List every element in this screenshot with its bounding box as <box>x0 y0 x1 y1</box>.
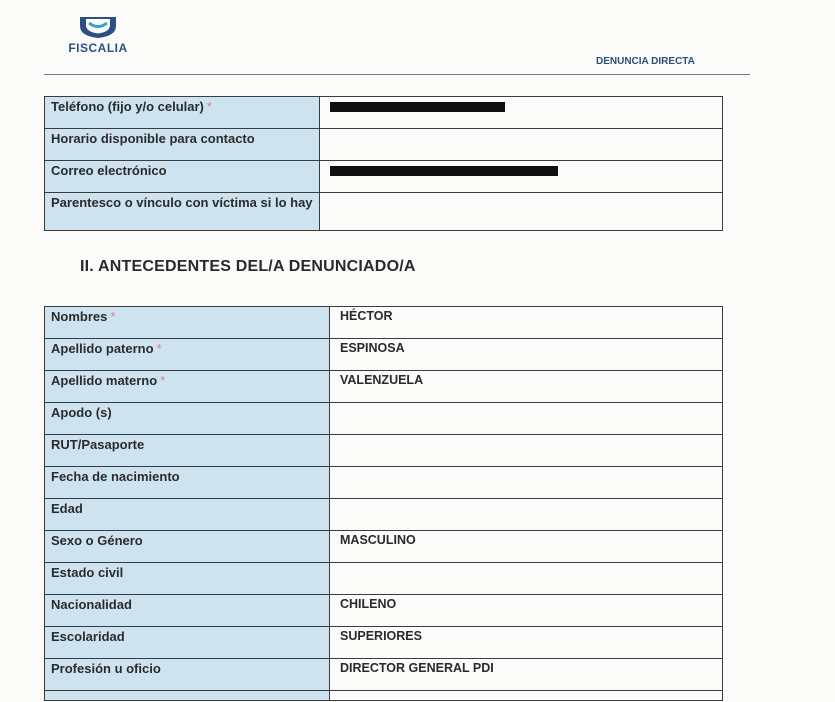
table-row <box>45 467 723 499</box>
field-value-cell <box>330 339 723 371</box>
field-label: Apellido materno <box>51 373 158 388</box>
field-label: Horario disponible para contacto <box>51 131 255 146</box>
field-value: HÉCTOR <box>340 309 393 323</box>
field-value-cell <box>330 659 723 691</box>
field-label-cell <box>45 371 330 403</box>
field-label: Parentesco o vínculo con víctima si lo hay <box>51 195 313 210</box>
field-value: DIRECTOR GENERAL PDI <box>340 661 494 675</box>
table-row <box>45 659 723 691</box>
required-asterisk: * <box>156 341 162 356</box>
field-label-cell <box>45 97 320 129</box>
field-label-cell <box>45 659 330 691</box>
field-label: Profesión u oficio <box>51 661 161 676</box>
table-row <box>45 435 723 467</box>
table-row <box>45 563 723 595</box>
field-label: Apodo (s) <box>51 405 112 420</box>
field-label: Estado civil <box>51 565 124 580</box>
field-label: Apellido paterno <box>51 341 154 356</box>
field-label: RUT/Pasaporte <box>51 437 145 452</box>
table-row <box>45 339 723 371</box>
field-value-cell <box>320 129 723 161</box>
field-label: Nacionalidad <box>51 597 132 612</box>
table-row <box>45 307 723 339</box>
redaction-bar <box>330 166 558 176</box>
field-label: Teléfono (fijo y/o celular) <box>51 99 204 114</box>
field-label-cell <box>45 563 330 595</box>
field-label: Sexo o Género <box>51 533 143 548</box>
table-row <box>45 627 723 659</box>
fiscalia-emblem-icon <box>58 14 138 40</box>
field-value: MASCULINO <box>340 533 416 547</box>
field-value: ESPINOSA <box>340 341 405 355</box>
field-label: Edad <box>51 501 83 516</box>
field-value-cell <box>330 467 723 499</box>
table-row <box>45 97 723 129</box>
field-label: Escolaridad <box>51 629 125 644</box>
field-label-cell <box>45 161 320 193</box>
required-asterisk: * <box>110 309 116 324</box>
table-row <box>45 531 723 563</box>
table-row <box>45 161 723 193</box>
fiscalia-logo <box>58 14 138 58</box>
contact-info-table <box>44 96 723 231</box>
field-value-cell <box>320 161 723 193</box>
table-row <box>45 499 723 531</box>
field-label-cell <box>45 467 330 499</box>
required-asterisk: * <box>206 99 212 114</box>
field-label-cell <box>45 499 330 531</box>
field-label-cell <box>45 435 330 467</box>
field-value: CHILENO <box>340 597 397 611</box>
field-label-cell <box>45 193 320 231</box>
logo-text: FISCALIA <box>68 41 128 55</box>
table-row <box>45 691 723 701</box>
field-label-cell <box>45 595 330 627</box>
field-label-cell <box>45 627 330 659</box>
field-value-cell <box>330 435 723 467</box>
field-value-cell <box>330 563 723 595</box>
field-value-cell <box>330 595 723 627</box>
field-value-cell <box>330 307 723 339</box>
field-value-cell <box>330 627 723 659</box>
field-label-cell <box>45 307 330 339</box>
required-asterisk: * <box>160 373 166 388</box>
document-type-label: DENUNCIA DIRECTA <box>596 56 695 67</box>
field-label-cell <box>45 403 330 435</box>
field-value-cell <box>330 499 723 531</box>
field-value-cell <box>330 403 723 435</box>
field-value: SUPERIORES <box>340 629 422 643</box>
header-divider <box>44 74 750 75</box>
field-label-cell <box>45 339 330 371</box>
accused-info-table <box>44 306 723 701</box>
table-row <box>45 129 723 161</box>
field-value: VALENZUELA <box>340 373 424 387</box>
table-row <box>45 403 723 435</box>
field-value-cell <box>320 97 723 129</box>
field-label-cell <box>45 691 330 701</box>
field-label: Nombres <box>51 309 108 324</box>
table-row <box>45 193 723 231</box>
field-value-cell <box>330 371 723 403</box>
field-label: Fecha de nacimiento <box>51 469 180 484</box>
table-row <box>45 595 723 627</box>
field-label: Correo electrónico <box>51 163 167 178</box>
field-value-cell <box>320 193 723 231</box>
section-title: II. ANTECEDENTES DEL/A DENUNCIADO/A <box>80 258 416 275</box>
redaction-bar <box>330 102 505 112</box>
field-value-cell <box>330 531 723 563</box>
field-label-cell <box>45 531 330 563</box>
table-row <box>45 371 723 403</box>
field-value-cell <box>330 691 723 701</box>
field-label-cell <box>45 129 320 161</box>
